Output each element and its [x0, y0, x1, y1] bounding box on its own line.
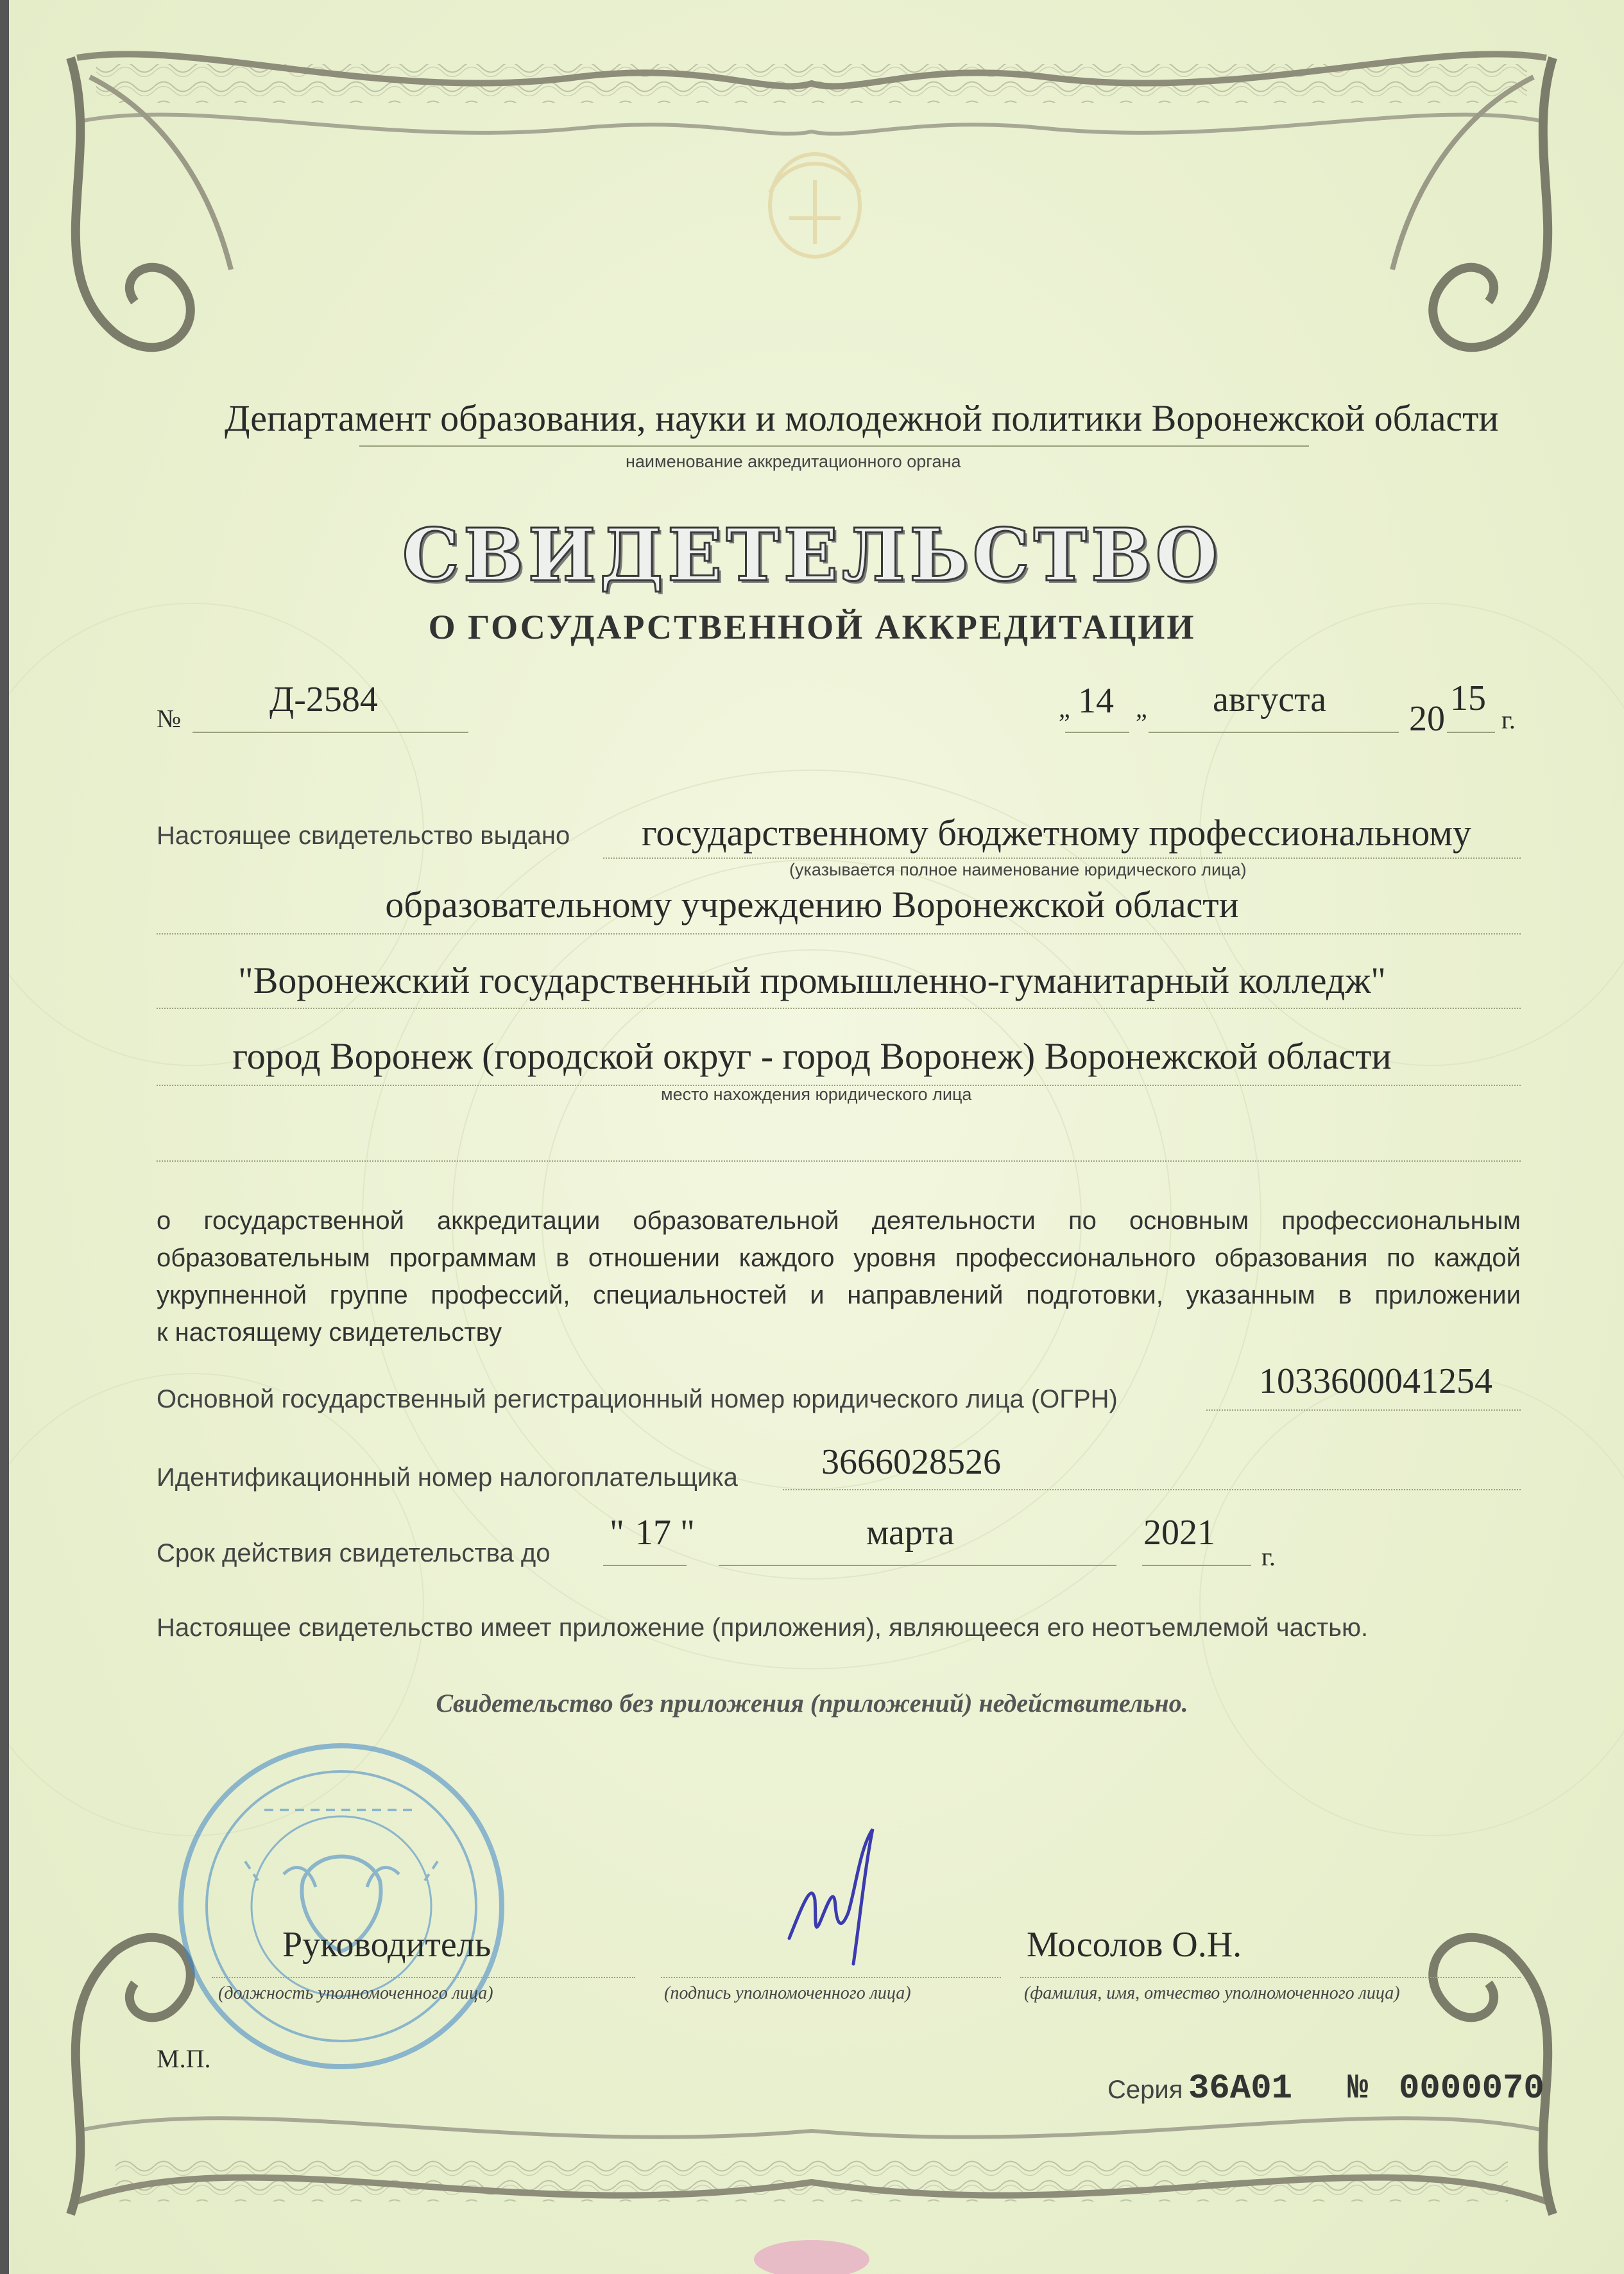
date-quote-close: „ [1136, 694, 1147, 723]
number-underline [192, 732, 468, 733]
ogrn-underline [1206, 1409, 1521, 1411]
date-month-underline [1149, 732, 1399, 733]
body-line-1: о государственной аккредитации образовательной деятельности по основным профессиональным [157, 1207, 1521, 1235]
blank-line [157, 1160, 1521, 1162]
validity-unit: г. [1261, 1542, 1276, 1571]
validity-year-underline [1142, 1565, 1251, 1566]
validity-day-close: " [680, 1513, 695, 1553]
document-subtitle: О ГОСУДАРСТВЕННОЙ АККРЕДИТАЦИИ [428, 608, 1196, 646]
issued-to-caption: (указывается полное наименование юридического лица) [789, 860, 1247, 879]
authority-caption: наименование аккредитационного органа [626, 452, 961, 471]
body-line-3: укрупненной группе профессий, специальностей и направлений подготовки, указанным в приложении [157, 1281, 1521, 1309]
inn-underline [783, 1489, 1521, 1490]
series-value: 36А01 [1188, 2069, 1293, 2108]
date-quote-open: „ [1059, 694, 1070, 723]
validity-day-open: " [610, 1513, 624, 1553]
authority-underline [359, 445, 1309, 447]
series-label: Серия [1107, 2076, 1183, 2104]
date-day-underline [1065, 732, 1129, 733]
date-year-unit: г. [1501, 705, 1516, 734]
issued-to-line1: государственному бюджетному профессиональному [642, 812, 1472, 854]
validity-month-underline [719, 1565, 1116, 1566]
emblem-watermark [770, 154, 860, 257]
appendix-note: Настоящее свидетельство имеет приложение (приложения), являющееся его неотъемлемой частью. [157, 1614, 1369, 1642]
authority-name: Департамент образования, науки и молодежной политики Воронежской области [225, 397, 1499, 439]
validity-month: марта [866, 1513, 955, 1553]
series-number: 0000070 [1399, 2069, 1544, 2108]
body-line-2: образовательным программам в отношении каждого уровня профессионального образования по каждой [157, 1244, 1521, 1272]
legal-location: город Воронеж (городской округ - город Воронеж) Воронежской области [232, 1035, 1392, 1077]
scan-edge [0, 0, 9, 2274]
date-day: 14 [1078, 681, 1114, 721]
document-title: СВИДЕТЕЛЬСТВО [402, 513, 1222, 598]
position-underline [212, 1977, 635, 1978]
validity-label: Срок действия свидетельства до [157, 1539, 551, 1567]
signature-caption: (подпись уполномоченного лица) [664, 1983, 911, 2003]
issued-to-line3: "Воронежский государственный промышленно-гуманитарный колледж" [238, 960, 1386, 1001]
validity-year: 2021 [1143, 1513, 1215, 1553]
date-year-prefix: 20 [1409, 699, 1445, 739]
name-caption: (фамилия, имя, отчество уполномоченного лица) [1024, 1983, 1400, 2003]
signature-underline [661, 1977, 1001, 1978]
inn-value: 3666028526 [821, 1442, 1001, 1482]
invalid-note: Свидетельство без приложения (приложений) недействительно. [436, 1689, 1188, 1718]
signatory-name: Мосолов О.Н. [1027, 1925, 1242, 1965]
issued-to-line1-underline [603, 857, 1521, 859]
legal-location-caption: место нахождения юридического лица [661, 1085, 972, 1104]
date-month: августа [1213, 680, 1327, 719]
number-sign: № [157, 704, 182, 733]
issued-to-line2: образовательному учреждению Воронежской области [385, 884, 1239, 926]
ogrn-label: Основной государственный регистрационный номер юридического лица (ОГРН) [157, 1385, 1118, 1413]
inn-label: Идентификационный номер налогоплательщика [157, 1463, 738, 1492]
ogrn-value: 1033600041254 [1259, 1361, 1492, 1401]
body-line-4: к настоящему свидетельству [157, 1318, 502, 1347]
date-year-suffix: 15 [1450, 678, 1486, 718]
name-underline [1020, 1977, 1521, 1978]
series-number-sign: № [1347, 2069, 1369, 2108]
issued-to-line2-underline [157, 933, 1521, 935]
handwritten-signature [776, 1810, 905, 1977]
validity-day: 17 [635, 1513, 671, 1553]
signatory-position: Руководитель [282, 1925, 491, 1965]
seal-place-label: М.П. [157, 2044, 211, 2073]
issued-to-line3-underline [157, 1008, 1521, 1009]
certificate-number: Д-2584 [269, 680, 378, 719]
official-stamp [168, 1733, 515, 2080]
issued-to-label: Настоящее свидетельство выдано [157, 822, 570, 850]
validity-day-underline [603, 1565, 687, 1566]
date-year-underline [1447, 732, 1495, 733]
position-caption: (должность уполномоченного лица) [218, 1983, 493, 2003]
